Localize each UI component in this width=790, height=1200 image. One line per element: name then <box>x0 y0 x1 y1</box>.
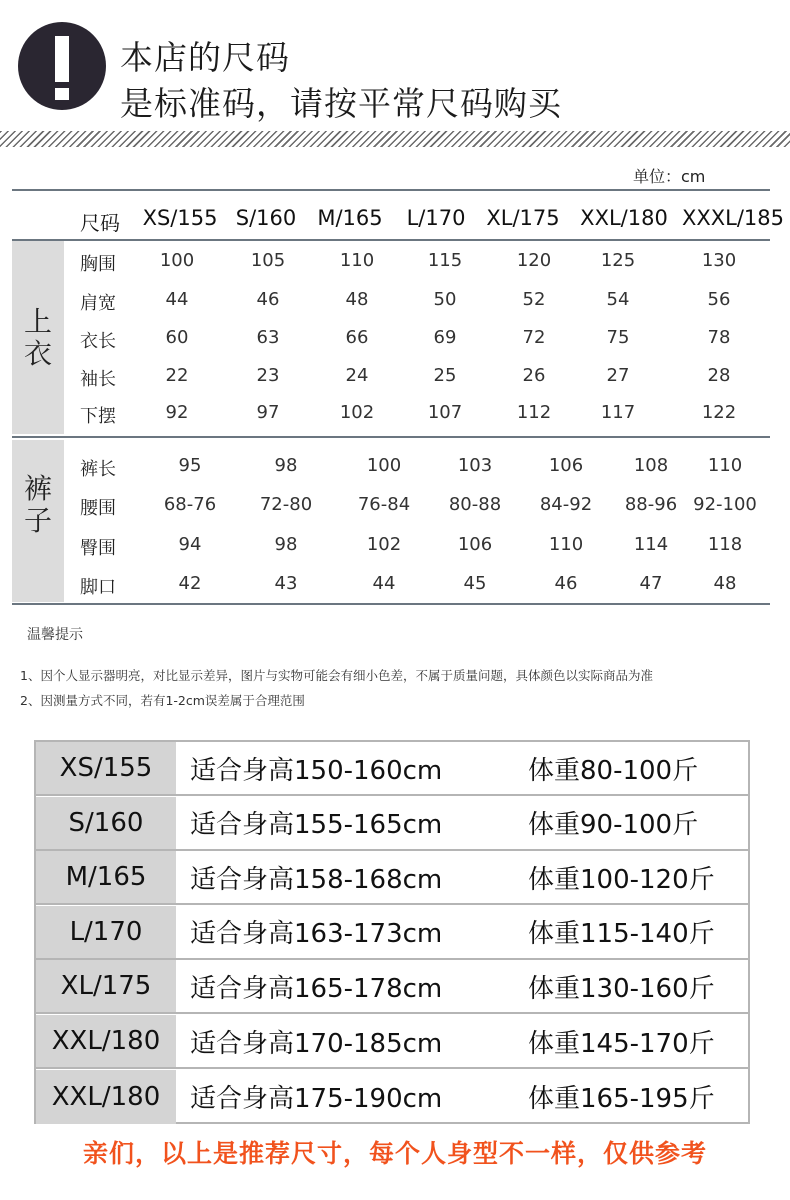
pants-section-label-2: 子 <box>23 504 52 537</box>
section-rule <box>12 436 770 438</box>
table-bottom-rule <box>12 603 770 605</box>
pants-row-label: 腰围 <box>80 498 116 519</box>
size-column-header: L/170 <box>406 206 466 230</box>
size-column-header: XXL/180 <box>580 206 668 230</box>
top-section-label-2: 衣 <box>23 337 52 370</box>
pants-table-cell: 88-96 <box>624 494 678 515</box>
top-row-label: 胸围 <box>80 254 116 275</box>
top-table-cell: 28 <box>707 365 731 386</box>
top-table-cell: 120 <box>516 250 552 271</box>
fit-size-cell: XXL/180 <box>36 1015 176 1067</box>
pants-table-cell: 110 <box>548 534 584 555</box>
fit-height-cell: 适合身高163-173cm <box>190 919 443 950</box>
fit-table <box>34 740 750 1124</box>
fit-height-cell: 适合身高150-160cm <box>190 755 443 786</box>
top-row-label: 下摆 <box>80 406 116 427</box>
fit-height-cell: 适合身高175-190cm <box>190 1084 443 1115</box>
top-section-box <box>12 241 64 434</box>
fit-table-row <box>36 1070 748 1124</box>
pants-table-cell: 106 <box>457 534 493 555</box>
fit-weight-cell: 体重100-120斤 <box>528 864 715 895</box>
pants-table-cell: 108 <box>633 455 669 476</box>
pants-table-cell: 110 <box>707 455 743 476</box>
fit-size-cell: XL/175 <box>36 960 176 1012</box>
header-rule <box>12 239 770 241</box>
warning-icon <box>18 22 106 110</box>
top-row-label: 衣长 <box>80 331 116 352</box>
top-table-cell: 50 <box>433 289 457 310</box>
top-table-cell: 27 <box>606 365 630 386</box>
top-table-cell: 24 <box>345 365 369 386</box>
pants-table-cell: 103 <box>457 455 493 476</box>
pants-table-cell: 43 <box>274 573 298 594</box>
size-column-header: S/160 <box>235 206 297 230</box>
top-table-cell: 25 <box>433 365 457 386</box>
top-table-cell: 105 <box>250 250 286 271</box>
top-table-cell: 46 <box>256 289 280 310</box>
size-column-header: M/165 <box>317 206 383 230</box>
top-table-cell: 100 <box>159 250 195 271</box>
pants-section-label-1: 裤 <box>23 472 52 505</box>
pants-table-cell: 46 <box>554 573 578 594</box>
top-table-cell: 60 <box>165 327 189 348</box>
fit-size-cell: S/160 <box>36 797 176 849</box>
fit-weight-cell: 体重80-100斤 <box>528 755 699 786</box>
pants-table-cell: 76-84 <box>357 494 411 515</box>
pants-table-cell: 118 <box>707 534 743 555</box>
top-table-cell: 52 <box>522 289 546 310</box>
fit-size-cell: XXL/180 <box>36 1070 176 1124</box>
pants-table-cell: 72-80 <box>259 494 313 515</box>
unit-label: 单位：cm <box>633 167 706 186</box>
tip-item: 1、因个人显示器明亮，对比显示差异，图片与实物可能会有细小色差，不属于质量问题，具体颜色以实际商品为准 <box>20 668 653 683</box>
fit-size-cell: XS/155 <box>36 742 176 794</box>
top-table-cell: 107 <box>427 402 463 423</box>
top-table-cell: 75 <box>606 327 630 348</box>
pants-table-cell: 92-100 <box>693 494 757 515</box>
size-column-header: XXXL/185 <box>681 206 785 230</box>
size-column-header: XL/175 <box>486 206 560 230</box>
pants-table-cell: 48 <box>713 573 737 594</box>
top-table-cell: 78 <box>707 327 731 348</box>
top-table-cell: 130 <box>701 250 737 271</box>
fit-weight-cell: 体重115-140斤 <box>528 919 715 950</box>
top-row-label: 肩宽 <box>80 293 116 314</box>
fit-table-row <box>36 742 748 796</box>
pants-table-cell: 45 <box>463 573 487 594</box>
top-table-cell: 97 <box>256 402 280 423</box>
fit-weight-cell: 体重145-170斤 <box>528 1028 715 1059</box>
fit-height-cell: 适合身高155-165cm <box>190 810 443 841</box>
top-row-label: 袖长 <box>80 369 116 390</box>
pants-row-label: 臀围 <box>80 538 116 559</box>
table-top-rule <box>12 189 770 191</box>
size-column-header: XS/155 <box>142 206 218 230</box>
top-table-cell: 23 <box>256 365 280 386</box>
pants-table-cell: 106 <box>548 455 584 476</box>
top-section-label-1: 上 <box>23 305 52 338</box>
pants-table-cell: 98 <box>274 534 298 555</box>
pants-section-box <box>12 440 64 602</box>
top-table-cell: 117 <box>600 402 636 423</box>
fit-weight-cell: 体重130-160斤 <box>528 973 715 1004</box>
pants-table-cell: 114 <box>633 534 669 555</box>
tips-title: 温馨提示 <box>27 627 83 643</box>
fit-table-row <box>36 851 748 905</box>
top-table-cell: 92 <box>165 402 189 423</box>
fit-table-row <box>36 1015 748 1069</box>
exclamation-dot <box>55 88 69 100</box>
fit-height-cell: 适合身高158-168cm <box>190 864 443 895</box>
hatched-divider <box>0 131 790 147</box>
top-table-cell: 115 <box>427 250 463 271</box>
fit-weight-cell: 体重90-100斤 <box>528 810 699 841</box>
fit-height-cell: 适合身高170-185cm <box>190 1028 443 1059</box>
pants-table-cell: 80-88 <box>448 494 502 515</box>
top-table-cell: 48 <box>345 289 369 310</box>
fit-weight-cell: 体重165-195斤 <box>528 1084 715 1115</box>
fit-table-row <box>36 906 748 960</box>
fit-size-cell: L/170 <box>36 906 176 958</box>
top-table-cell: 110 <box>339 250 375 271</box>
top-table-cell: 44 <box>165 289 189 310</box>
top-table-cell: 22 <box>165 365 189 386</box>
pants-table-cell: 68-76 <box>163 494 217 515</box>
pants-table-cell: 84-92 <box>539 494 593 515</box>
pants-table-cell: 100 <box>366 455 402 476</box>
top-table-cell: 102 <box>339 402 375 423</box>
pants-table-cell: 98 <box>274 455 298 476</box>
pants-table-cell: 47 <box>639 573 663 594</box>
header-line-1: 本店的尺码 <box>120 38 290 77</box>
top-table-cell: 125 <box>600 250 636 271</box>
pants-table-cell: 44 <box>372 573 396 594</box>
footer-note: 亲们，以上是推荐尺寸，每个人身型不一样，仅供参考 <box>82 1139 707 1168</box>
fit-table-row <box>36 960 748 1014</box>
fit-table-row <box>36 797 748 851</box>
exclamation-bar <box>55 36 69 82</box>
header-line-2: 是标准码，请按平常尺码购买 <box>120 84 562 123</box>
top-table-cell: 112 <box>516 402 552 423</box>
fit-size-cell: M/165 <box>36 851 176 903</box>
size-header-label: 尺码 <box>80 211 120 235</box>
top-table-cell: 54 <box>606 289 630 310</box>
top-table-cell: 63 <box>256 327 280 348</box>
pants-table-cell: 95 <box>178 455 202 476</box>
top-table-cell: 122 <box>701 402 737 423</box>
tip-item: 2、因测量方式不同，若有1-2cm误差属于合理范围 <box>20 693 305 708</box>
top-table-cell: 69 <box>433 327 457 348</box>
fit-height-cell: 适合身高165-178cm <box>190 973 443 1004</box>
top-table-cell: 26 <box>522 365 546 386</box>
pants-row-label: 裤长 <box>80 459 116 480</box>
pants-table-cell: 42 <box>178 573 202 594</box>
top-table-cell: 56 <box>707 289 731 310</box>
pants-row-label: 脚口 <box>80 577 116 598</box>
top-table-cell: 72 <box>522 327 546 348</box>
top-table-cell: 66 <box>345 327 369 348</box>
pants-table-cell: 102 <box>366 534 402 555</box>
pants-table-cell: 94 <box>178 534 202 555</box>
